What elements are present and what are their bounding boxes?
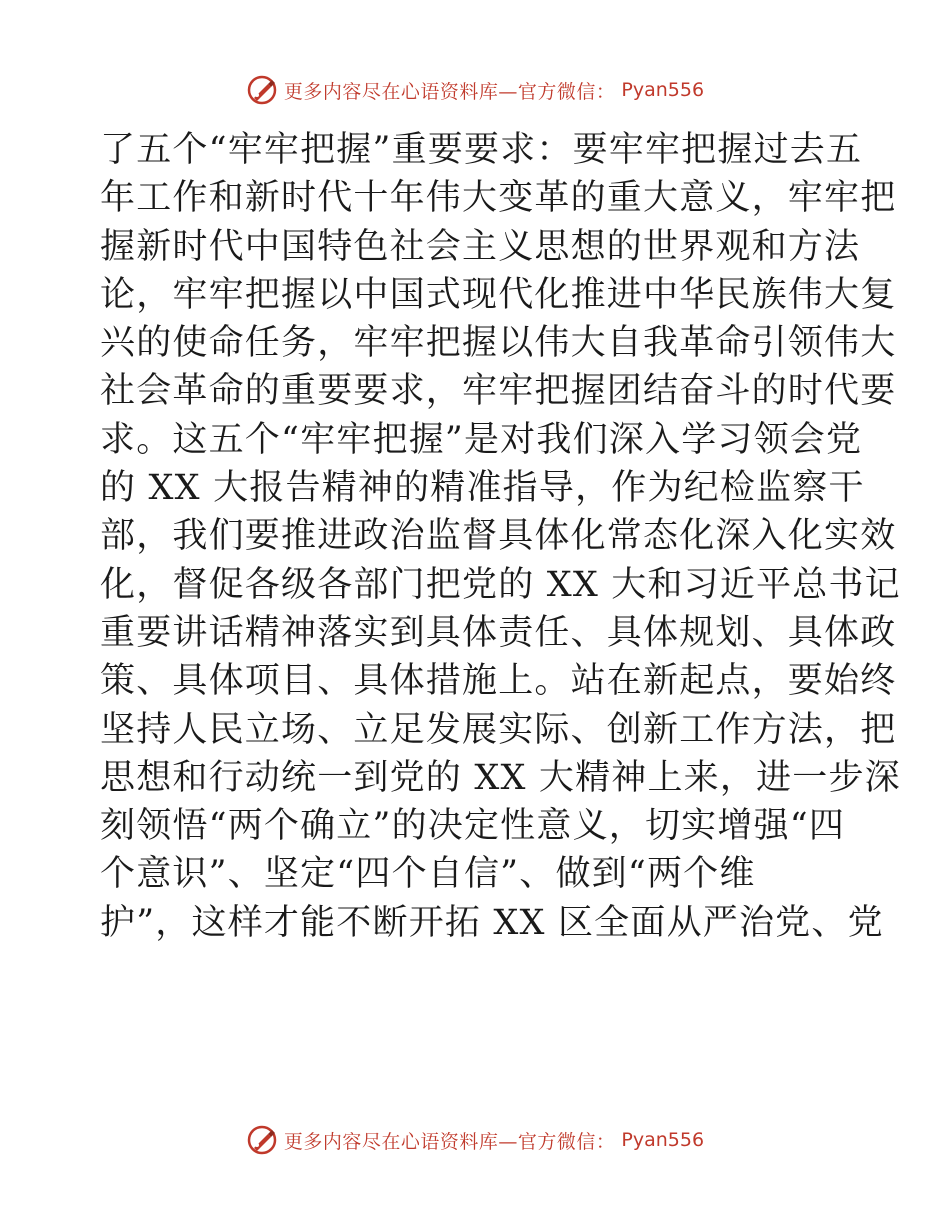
text-line: 思想和行动统一到党的 XX 大精神上来，进一步深 [100, 757, 901, 798]
text-line: 握新时代中国特色社会主义思想的世界观和方法 [100, 226, 861, 267]
text-line: 的 XX 大报告精神的精准指导，作为纪检监察干 [100, 468, 865, 509]
text-line: 论，牢牢把握以中国式现代化推进中华民族伟大复 [100, 274, 897, 315]
pen-logo-icon [246, 1124, 278, 1156]
text-line: 刻领悟“两个确立”的决定性意义，切实增强“四 [100, 806, 846, 847]
footer-wechat-id: Pyan556 [621, 1129, 705, 1151]
text-line: 了五个“牢牢把握”重要要求：要牢牢把握过去五 [100, 130, 863, 170]
text-line: 坚持人民立场、立足发展实际、创新工作方法，把 [100, 709, 897, 750]
text-line: 策、具体项目、具体措施上。站在新起点，要始终 [100, 661, 897, 702]
text-line: 社会革命的重要要求，牢牢把握团结奋斗的时代要 [100, 371, 897, 412]
page-header [0, 70, 950, 110]
text-line: 化，督促各级各部门把党的 XX 大和习近平总书记 [100, 564, 901, 605]
text-line: 年工作和新时代十年伟大变革的重大意义，牢牢把 [100, 178, 897, 219]
text-line: 求。这五个“牢牢把握”是对我们深入学习领会党 [100, 419, 863, 460]
text-line: 部，我们要推进政治监督具体化常态化深入化实效 [100, 516, 897, 557]
text-line: 重要讲话精神落实到具体责任、具体规划、具体政 [100, 612, 897, 653]
document-body [100, 126, 901, 947]
header-banner-text: 更多内容尽在心语资料库—官方微信： [283, 80, 616, 103]
footer-banner-text: 更多内容尽在心语资料库—官方微信： [283, 1130, 616, 1153]
text-line: 兴的使命任务，牢牢把握以伟大自我革命引领伟大 [100, 323, 897, 364]
page-footer [0, 1120, 950, 1160]
header-wechat-id: Pyan556 [621, 79, 705, 101]
text-line: 护”，这样才能不断开拓 XX 区全面从严治党、党 [100, 902, 884, 943]
pen-logo-icon [246, 74, 278, 106]
text-line: 个意识”、坚定“四个自信”、做到“两个维 [100, 854, 756, 895]
